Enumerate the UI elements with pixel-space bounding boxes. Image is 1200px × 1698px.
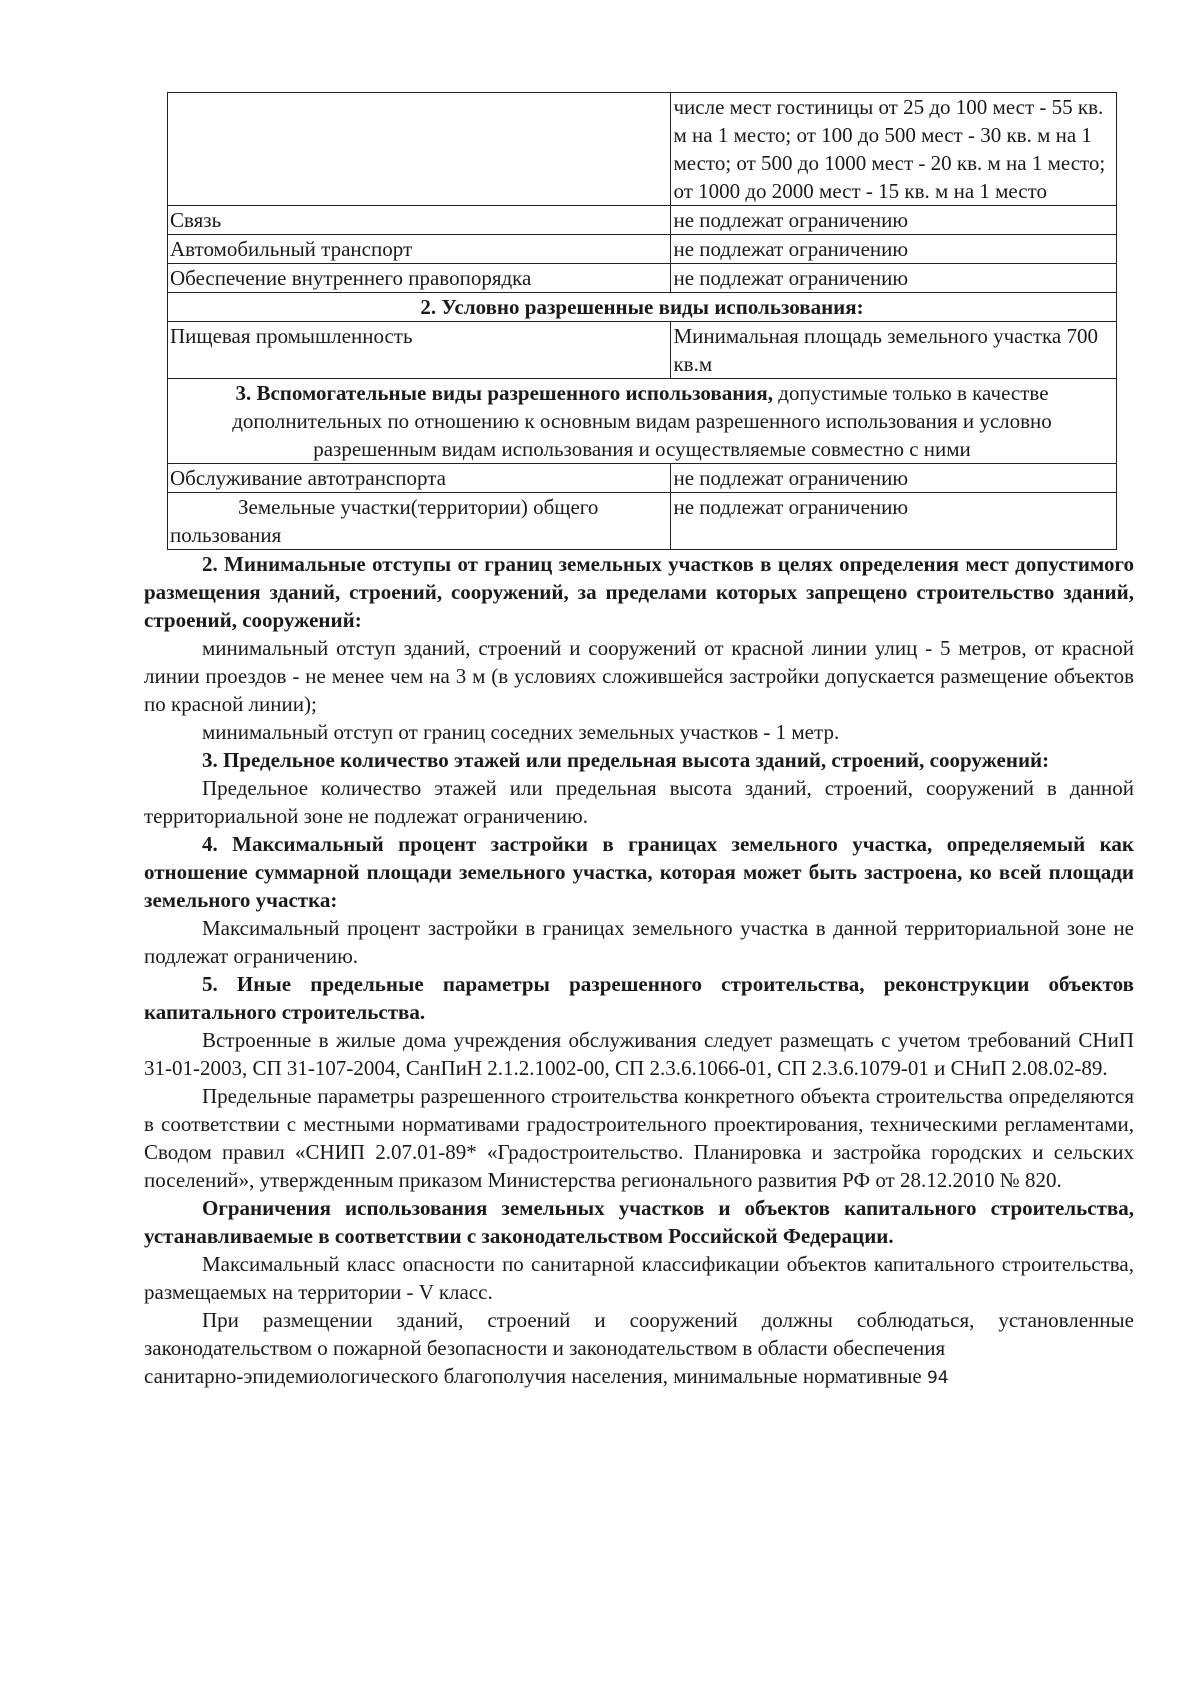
- table-cell: Обслуживание автотранспорта: [168, 464, 671, 493]
- table-cell: числе мест гостиницы от 25 до 100 мест - 55 кв. м на 1 место; от 100 до 500 мест - 30 кв. м на 1 место; от 500 до 1000 мест - 20 кв. м на 1 место; от 1000 до 2000 мест - 15 кв. м на 1 место: [671, 93, 1117, 206]
- page-number: 94: [926, 1368, 949, 1388]
- heading-floors: 3. Предельное количество этажей или предельная высота зданий, строений, сооружений:: [202, 748, 1050, 772]
- heading-restrictions: Ограничения использования земельных участков и объектов капитального строительства, устанавливаемые в соответствии с законодательством Российской Федерации.: [144, 1196, 1134, 1248]
- paragraph-embedded-facilities: Встроенные в жилые дома учреждения обслуживания следует размещать с учетом требований СНиП 31-01-2003, СП 31-107-2004, СанПиН 2.1.2.1002-00, СП 2.3.6.1066-01, СП 2.3.6.1079-01 и СНиП 2.08.02-89.: [144, 1028, 1134, 1080]
- table-section-row: [168, 293, 1117, 322]
- table-cell: Минимальная площадь земельного участка 700 кв.м: [671, 322, 1117, 379]
- table-cell: не подлежат ограничению: [671, 264, 1117, 293]
- table-row: [168, 93, 1117, 206]
- table-cell: не подлежат ограничению: [671, 464, 1117, 493]
- table-cell: Связь: [168, 206, 671, 235]
- table-row: [168, 322, 1117, 379]
- table-row: [168, 493, 1117, 550]
- table-cell: не подлежат ограничению: [671, 235, 1117, 264]
- paragraph-fire-safety: При размещении зданий, строений и сооружений должны соблюдаться, установленные законодательством о пожарной безопасности и законодательством в области обеспечения: [144, 1308, 1134, 1360]
- table-cell: не подлежат ограничению: [671, 206, 1117, 235]
- table-cell: Земельные участки(территории) общего пользования: [168, 493, 671, 550]
- land-use-table: [167, 92, 1117, 550]
- paragraph-limit-parameters: Предельные параметры разрешенного строительства конкретного объекта строительства определяются в соответствии с местными нормативами градостроительного проектирования, техническими регламентами, Сводом правил «СНИП 2.07.01-89* «Градостроительство. Планировка и застройка городских и сельских поселений», утвержденным приказом Министерства регионального развития РФ от 28.12.2010 № 820.: [144, 1084, 1134, 1192]
- paragraph-floors: Предельное количество этажей или предельная высота зданий, строений, сооружений в данной территориальной зоне не подлежат ограничению.: [144, 776, 1134, 828]
- table-row: [168, 235, 1117, 264]
- heading-setbacks: 2. Минимальные отступы от границ земельных участков в целях определения мест допустимого размещения зданий, строений, сооружений, за пределами которых запрещено строительство зданий, строений, сооружений:: [144, 552, 1134, 632]
- table-row: [168, 264, 1117, 293]
- table-cell: не подлежат ограничению: [671, 493, 1117, 550]
- heading-building-percent: 4. Максимальный процент застройки в границах земельного участка, определяемый как отношение суммарной площади земельного участка, которая может быть застроена, ко всей площади земельного участка:: [144, 832, 1134, 912]
- section-heading-bold: 3. Вспомогательные виды разрешенного использования,: [235, 381, 774, 405]
- section-heading-auxiliary: [168, 379, 1117, 464]
- paragraph-setbacks-red-line: минимальный отступ зданий, строений и сооружений от красной линии улиц - 5 метров, от красной линии проездов - не менее чем на 3 м (в условиях сложившейся застройки допускается размещение объектов по красной линии);: [144, 636, 1134, 716]
- table-cell: Пищевая промышленность: [168, 322, 671, 379]
- paragraph-hazard-class: Максимальный класс опасности по санитарной классификации объектов капитального строительства, размещаемых на территории - V класс.: [144, 1252, 1134, 1304]
- paragraph-fire-safety-last-line: [144, 1362, 1134, 1392]
- table-row: [168, 464, 1117, 493]
- table-cell-empty: [168, 93, 671, 206]
- table-section-row: [168, 379, 1117, 464]
- heading-other-parameters: 5. Иные предельные параметры разрешенного строительства, реконструкции объектов капитального строительства.: [144, 972, 1134, 1024]
- table-cell: Обеспечение внутреннего правопорядка: [168, 264, 671, 293]
- paragraph-building-percent: Максимальный процент застройки в границах земельного участка в данной территориальной зоне не подлежат ограничению.: [144, 916, 1134, 968]
- document-page: [144, 92, 1134, 1392]
- last-line-text: санитарно-эпидемиологического благополучия населения, минимальные нормативные: [144, 1364, 922, 1388]
- section-heading-text: допустимые только в качестве дополнительных по отношению к основным видам разрешенного использования и условно разрешенным видам использования и осуществляемые совместно с ними: [232, 381, 1052, 461]
- table-row: [168, 206, 1117, 235]
- paragraph-setbacks-neighbors: минимальный отступ от границ соседних земельных участков - 1 метр.: [202, 720, 840, 744]
- section-heading-conditional: 2. Условно разрешенные виды использования:: [168, 293, 1117, 322]
- table-cell: Автомобильный транспорт: [168, 235, 671, 264]
